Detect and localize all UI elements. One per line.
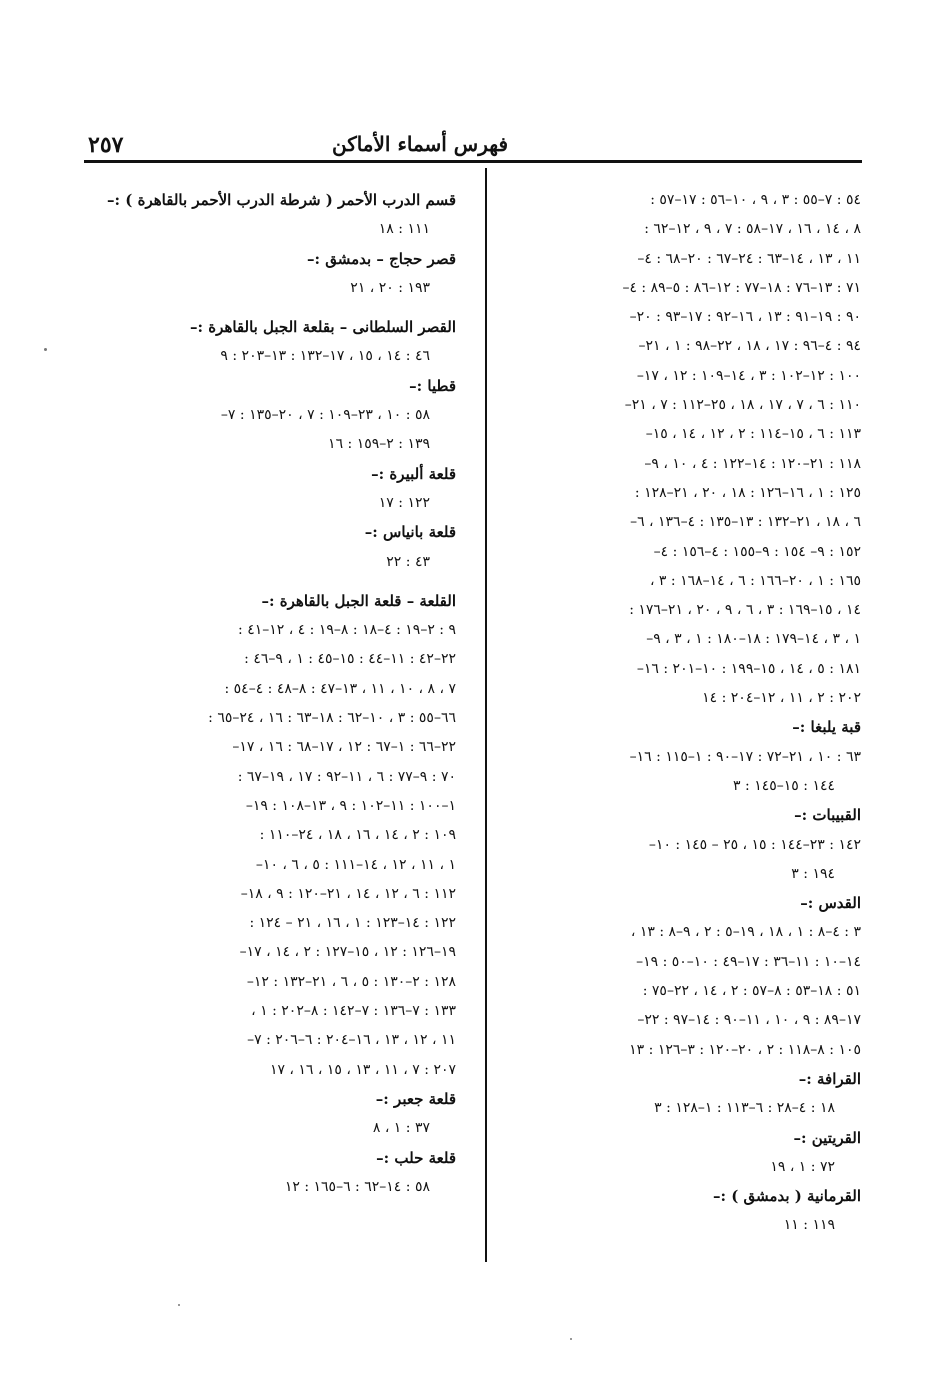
index-column-left: [84, 186, 456, 1202]
index-entry-heading: قلعة جعبر :–: [375, 1089, 456, 1108]
index-entry-references: ٢٢–٦٦ : ١–٦٧ : ١٢ ، ١٧–٦٨ : ١٦ ، ١٧–: [232, 739, 456, 756]
index-entry-references: ١٠٠ : ١٢–١٠٢ : ٣ ، ١٤–١٠٩ : ١٢ ، ١٧–: [636, 367, 861, 384]
index-entry-references: ١٩–١٢٦ : ١٢ ، ١٥–١٢٧ : ٢ ، ١٤ ، ١٧–: [239, 944, 456, 961]
index-entry-references: ١٤–١٠ : ١١–٣٦ : ١٧–٤٩ : ١٠–٥٠ : ١٩–: [636, 953, 861, 970]
page-number: ٢٥٧: [88, 132, 124, 158]
index-entry-references: ٦٦–٥٥ : ٣ ، ١٠–٦٢ : ١٨–٦٣ : ١٦ ، ٢٤–٦٥ :: [208, 710, 456, 727]
index-entry-references: ٩٤ : ٤–٩٦ : ١٧ ، ١٨ ، ٢٢–٩٨ : ١ ، ٢١–: [638, 338, 861, 355]
ink-speck: [44, 348, 47, 351]
index-entry-references: ٧١ : ١٣–٧٦ : ١٨–٧٧ : ١٢–٨٦ : ٥–٨٩ : ٤–: [622, 279, 861, 296]
index-entry-references: ١ ، ١١ ، ١٢ ، ١٤–١١١ : ٥ ، ٦ ، ١٠–: [255, 856, 456, 873]
index-entry-references: ٩٠ : ١٩–٩١ : ١٣ ، ١٦–٩٢ : ١٧–٩٣ : ٢٠–: [629, 309, 861, 326]
index-entry-references: ٩ : ٢–١٩ : ٤–١٨ : ٨–١٩ : ٤ ، ١٢–٤١ :: [238, 622, 456, 639]
index-entry-heading: قلعة حلب :–: [376, 1148, 456, 1167]
index-entry-references: ١٣٩ : ٢–١٥٩ : ١٦: [328, 436, 430, 453]
index-entry-references: ١٤ ، ١٥–١٦٩ : ٣ ، ٦ ، ٩ ، ٢٠ ، ٢١–١٧٦ :: [629, 602, 861, 619]
index-entry-references: ٣ : ٤–٨ : ١ ، ١٨ ، ١٩–٥ : ٢ ، ٩–٨ : ١٣ ،: [630, 924, 861, 941]
index-entry-references: ٧ ، ٨ ، ١٠ ، ١١ ، ١٣–٤٧ : ٨–٤٨ : ٤–٥٤ :: [224, 680, 456, 697]
page-title: فهرس أسماء الأماكن: [331, 132, 509, 156]
index-entry-heading: القصر السلطانى – بقلعة الجبل بالقاهرة :–: [190, 318, 456, 337]
index-entry-references: ٤٣ : ٢٢: [386, 553, 430, 570]
index-entry-references: ١٢٥ : ١ ، ١٦–١٢٦ : ١٨ ، ٢٠ ، ٢١–١٢٨ :: [634, 484, 861, 501]
index-entry-references: ١٩٤ : ٣: [791, 865, 835, 882]
spacer: [84, 303, 456, 313]
index-entry-heading: القرافة :–: [798, 1069, 861, 1088]
index-entry-references: ٦ ، ١٨ ، ٢١–١٣٢ : ١٣–١٣٥ : ٤–١٣٦ ، ٦–: [630, 514, 861, 531]
ink-speck: [570, 1338, 572, 1340]
index-entry-references: ٧٢ : ١ ، ١٩: [770, 1158, 835, 1175]
index-entry-references: ٤٦ : ١٤ ، ١٥ ، ١٧–١٣٢ : ١٣–٢٠٣ : ٩: [220, 348, 430, 365]
index-entry-references: ١٠٩ : ٢ ، ١٤ ، ١٦ ، ١٨ ، ٢٤–١١٠ :: [259, 827, 456, 844]
header-rule: [84, 160, 862, 163]
ink-speck: [178, 1304, 180, 1306]
column-divider: [485, 168, 487, 1262]
index-entry-references: ١٣٣ : ٧–١٣٦ : ٧–١٤٢ : ٨–٢٠٢ : ١ ،: [251, 1003, 456, 1020]
index-entry-references: ١٥٢ : ٩– ١٥٤ : ٩–١٥٥ : ٤–١٥٦ : ٤–: [653, 543, 861, 560]
index-entry-references: ١١١ : ١٨: [378, 221, 430, 238]
index-entry-references: ١٩٣ : ٢٠ ، ٢١: [350, 279, 430, 296]
index-entry-references: ٥٤ : ٧–٥٥ : ٣ ، ٩ ، ١٠–٥٦ : ١٧–٥٧ :: [650, 192, 861, 208]
index-entry-references: ٣٧ : ١ ، ٨: [372, 1120, 430, 1137]
index-entry-references: ١١ ، ١٢ ، ١٣ ، ١٦–٢٠٤ : ٦–٢٠٦ : ٧–: [247, 1032, 456, 1049]
index-entry-references: ١١٢ : ٦ ، ١٢ ، ١٤ ، ٢١–١٢٠ : ٩ ، ١٨–: [240, 885, 456, 902]
index-entry-references: ٥٨ : ١٤–٦٢ : ٦–١٦٥ : ١٢: [284, 1178, 430, 1195]
index-entry-references: ١٢٨ : ٢–١٣٠ : ٥ ، ٦ ، ٢١–١٣٢ : ١٢–: [246, 973, 456, 990]
index-entry-references: ١٧–٨٩ : ٩ ، ١٠ ، ١١–٩٠ : ١٤–٩٧ : ٢٢–: [637, 1012, 861, 1029]
index-entry-references: ٥١ : ١٨–٥٣ : ٨–٥٧ : ٢ ، ١٤ ، ٢٢–٧٥ :: [642, 983, 861, 1000]
index-entry-references: ١١ ، ١٣ ، ١٤–٦٣ : ٢٤–٦٧ : ٢٠–٦٨ : ٤–: [637, 250, 861, 267]
index-entry-references: ١٠٥ : ٨–١١٨ : ٢ ، ٢٠–١٢٠ : ٣–١٢٦ : ١٣: [629, 1041, 861, 1058]
index-entry-heading: القريتين :–: [793, 1128, 861, 1147]
index-entry-references: ١١٠ : ٦ ، ٧ ، ١٧ ، ١٨ ، ٢٥–١١٢ : ٧ ، ٢١–: [624, 397, 861, 414]
index-entry-references: ٧٠ : ٩–٧٧ : ٦ ، ١١–٩٢ : ١٧ ، ١٩–٦٧ :: [237, 768, 456, 785]
index-entry-references: ٢٠٢ : ٢ ، ١١ ، ١٢–٢٠٤ : ١٤: [702, 690, 861, 707]
index-entry-references: ١٨١ : ٥ ، ١٤ ، ١٥–١٩٩ : ١٠–٢٠١ : ١٦–: [636, 660, 861, 677]
index-entry-heading: قلعة بانياس :–: [364, 523, 456, 542]
index-entry-references: ١٨ : ٤–٢٨ : ٦–١١٣ : ١–١٢٨ : ٣: [654, 1100, 835, 1117]
index-entry-references: ٦٣ : ١٠ ، ٢١–٧٢ : ١٧–٩٠ : ١–١١٥ : ١٦–: [629, 748, 861, 765]
index-entry-heading: القبيبات :–: [794, 806, 861, 825]
index-entry-heading: القرمانية ( بدمشق ) :–: [712, 1187, 861, 1206]
index-entry-heading: قسم الدرب الأحمر ( شرطة الدرب الأحمر بالقاهرة ) :–: [107, 191, 456, 209]
index-entry-references: ١١٩ : ١١: [783, 1217, 835, 1234]
index-entry-references: ٨ ، ١٤ ، ١٦ ، ١٧–٥٨ : ٧ ، ٩ ، ١٢–٦٢ :: [644, 221, 861, 238]
index-entry-heading: القدس :–: [800, 894, 861, 913]
index-entry-heading: قلعة ألبيرة :–: [371, 464, 456, 483]
index-entry-references: ١٦٥ : ١ ، ٢٠–١٦٦ : ٦ ، ١٤–١٦٨ : ٣ ،: [649, 572, 861, 589]
index-column-right: [495, 186, 861, 1241]
index-entry-references: ١ ، ٣ ، ١٤–١٧٩ : ١٨–١٨٠ : ١ ، ٣ ، ٩–: [646, 631, 861, 648]
index-entry-references: ١–١٠٠ : ١١–١٠٢ : ٩ ، ١٣–١٠٨ : ١٩–: [245, 797, 456, 814]
index-entry-references: ١١٣ : ٦ ، ١٥–١١٤ : ٢ ، ١٢ ، ١٤ ، ١٥–: [645, 426, 861, 443]
spacer: [84, 577, 456, 587]
index-entry-heading: القلعة – قلعة الجبل بالقاهرة :–: [261, 591, 456, 610]
index-entry-heading: قطيا :–: [409, 376, 456, 395]
index-entry-heading: قصر حجاج – بدمشق :–: [306, 249, 456, 268]
index-entry-references: ٢٠٧ : ٧ ، ١١ ، ١٣ ، ١٥ ، ١٦ ، ١٧: [269, 1061, 456, 1078]
index-entry-references: ٥٨ : ١٠ ، ٢٣–١٠٩ : ٧ ، ٢٠–١٣٥ : ٧–: [220, 407, 430, 424]
index-entry-references: ٢٢–٤٢ : ١١–٤٤ : ١٥–٤٥ : ١ ، ٩–٤٦ :: [244, 651, 456, 668]
index-entry-references: ١٤٤ : ١٥–١٤٥ : ٣: [733, 777, 835, 794]
index-entry-references: ١٢٢ : ١٤–١٢٣ : ١ ، ١٦ ، ٢١ – ١٢٤ :: [249, 915, 456, 932]
index-entry-heading: قبة يلبغا :–: [792, 718, 861, 737]
index-entry-references: ١١٨ : ٢١–١٢٠ : ١٤–١٢٢ : ٤ ، ١٠ ، ٩–: [644, 455, 861, 472]
index-entry-references: ١٢٢ : ١٧: [378, 494, 430, 511]
index-entry-references: ١٤٢ : ٢٣–١٤٤ : ١٥ ، ٢٥ – ١٤٥ : ١٠–: [648, 836, 861, 853]
